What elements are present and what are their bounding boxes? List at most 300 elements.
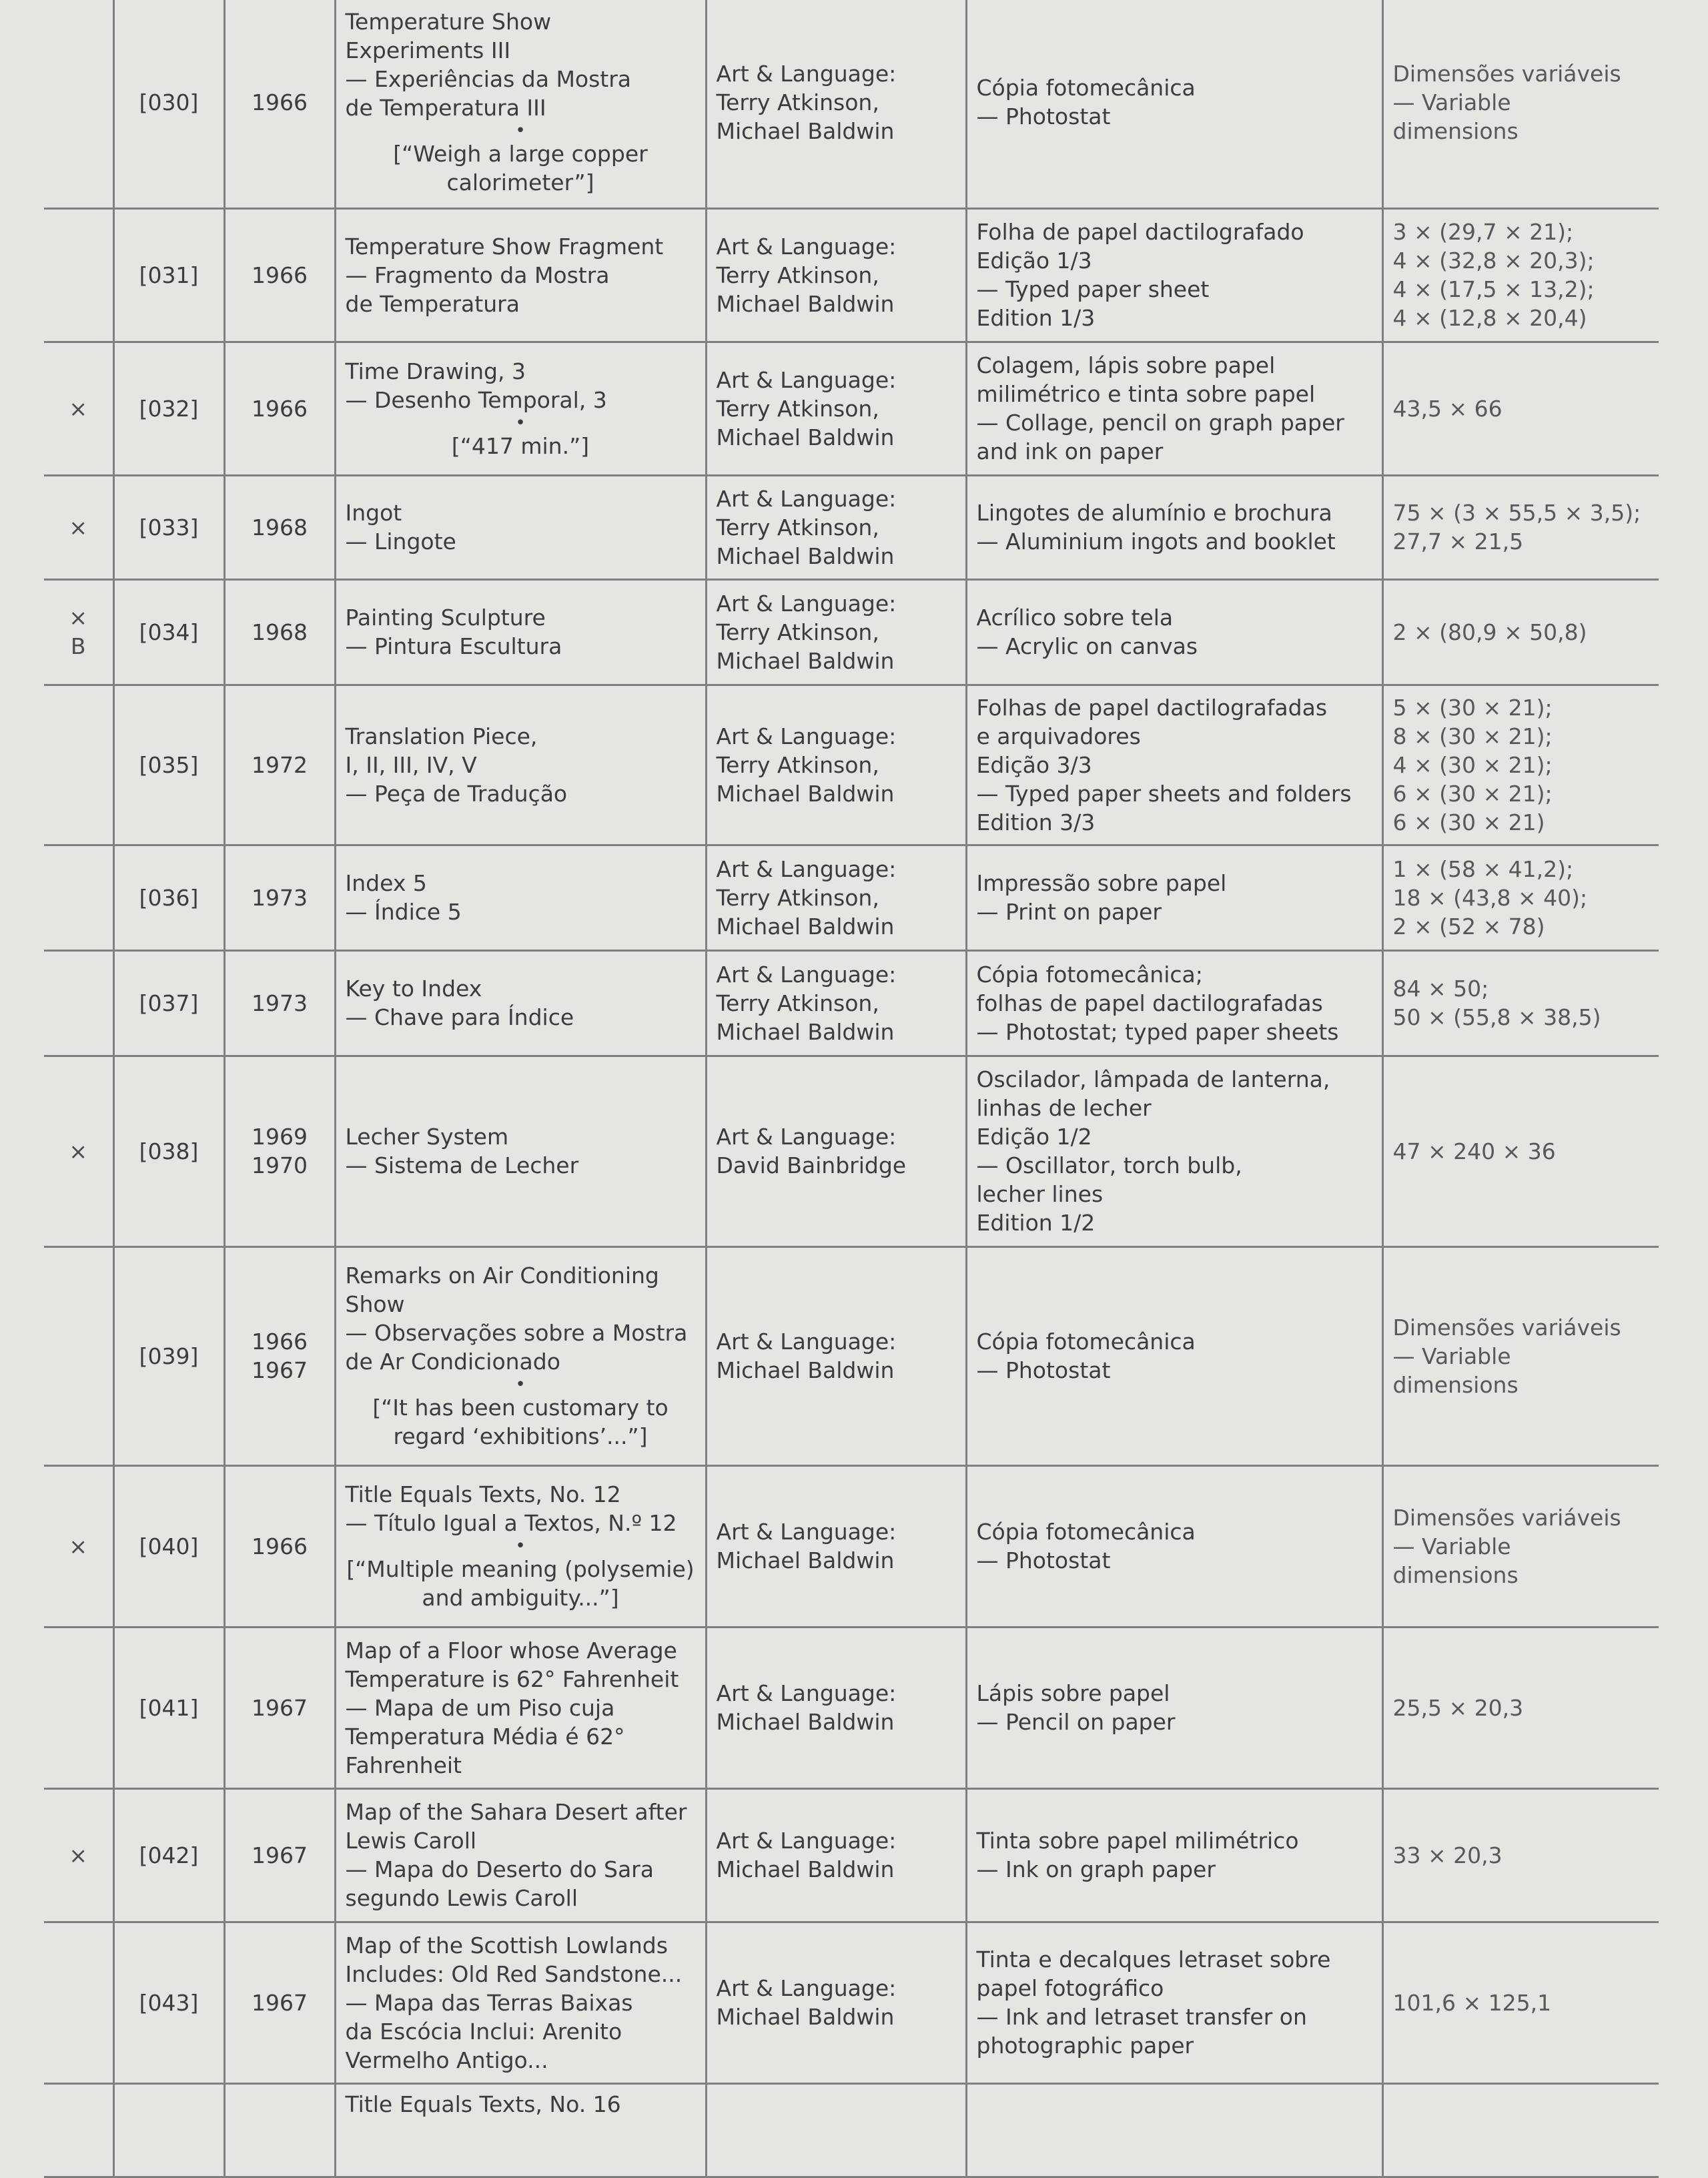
year-cell (224, 1627, 335, 1788)
medium-line: — Acrylic on canvas (976, 633, 1198, 659)
title-line: da Escócia Inclui: Arenito (345, 2018, 622, 2045)
dimensions-line: 4 × (17,5 × 13,2); (1392, 276, 1595, 302)
title-cell (335, 579, 706, 685)
title-line: — Mapa do Deserto do Sara (345, 1856, 654, 1882)
dimensions-line: 4 × (32,8 × 20,3); (1392, 248, 1595, 274)
separator-bullet: • (515, 1375, 526, 1395)
artist-cell (706, 1246, 966, 1465)
medium-line: — Collage, pencil on graph paper (976, 410, 1344, 436)
catalog-number: [042] (139, 1842, 199, 1868)
loan-mark-cell (44, 342, 113, 475)
artist-cell (706, 1627, 966, 1788)
medium-line: folhas de papel dactilografadas (976, 990, 1323, 1016)
year-line: 1970 (252, 1152, 308, 1178)
year-cell (224, 579, 335, 685)
title-cell (335, 0, 706, 208)
medium-line: Tinta sobre papel milimétrico (976, 1828, 1299, 1854)
title-line: — Experiências da Mostra (345, 66, 632, 93)
year-cell (224, 1056, 335, 1246)
artist-cell (706, 475, 966, 579)
title-line: Index 5 (345, 870, 427, 896)
artist-line: Michael Baldwin (716, 1357, 895, 1383)
dimensions-cell (1382, 475, 1659, 579)
artist-cell (706, 1922, 966, 2083)
title-line: — Pintura Escultura (345, 633, 562, 659)
year-cell (224, 208, 335, 342)
title-line: — Sistema de Lecher (345, 1152, 579, 1178)
title-line: Ingot (345, 500, 402, 526)
year-line: 1966 (252, 1533, 308, 1559)
title-line: de Ar Condicionado (345, 1349, 560, 1375)
medium-cell (966, 342, 1382, 475)
artist-line: Michael Baldwin (716, 913, 895, 940)
artist-line: Art & Language: (716, 1975, 897, 2001)
year-line: 1967 (252, 1842, 308, 1868)
quote-line: regard ‘exhibitions’...”] (393, 1423, 648, 1449)
loan-mark-cell (44, 1922, 113, 2083)
loan-mark-cell (44, 1465, 113, 1627)
medium-line: — Photostat; typed paper sheets (976, 1018, 1339, 1045)
year-line: 1972 (252, 751, 308, 778)
medium-line: — Photostat (976, 1357, 1111, 1383)
dimensions-line: 4 × (30 × 21); (1392, 751, 1553, 778)
quote-line: [“417 min.”] (451, 432, 590, 459)
dimensions-cell (1382, 1922, 1659, 2083)
catalog-row (44, 1465, 1659, 1627)
artist-line: Terry Atkinson, (716, 884, 879, 911)
year-cell (224, 1465, 335, 1627)
catalog-number-cell (113, 845, 224, 950)
dimensions-line: 2 × (80,9 × 50,8) (1392, 619, 1587, 645)
title-line: Map of the Sahara Desert after (345, 1799, 687, 1825)
artist-line: Art & Language: (716, 233, 897, 260)
artist-line: David Bainbridge (716, 1152, 907, 1178)
medium-line: Edition 3/3 (976, 809, 1096, 835)
medium-line: and ink on paper (976, 438, 1164, 464)
title-line: Translation Piece, (345, 723, 538, 749)
artist-line: Michael Baldwin (716, 290, 895, 317)
medium-line: Lingotes de alumínio e brochura (976, 500, 1332, 526)
loan-mark-cell (44, 208, 113, 342)
medium-line: Folha de papel dactilografado (976, 219, 1304, 245)
title-line: — Observações sobre a Mostra (345, 1320, 688, 1346)
dimensions-line: 50 × (55,8 × 38,5) (1392, 1004, 1601, 1030)
year-line: 1967 (252, 1989, 308, 2016)
catalog-number-cell (113, 579, 224, 685)
title-cell (335, 1246, 706, 1465)
medium-cell (966, 208, 1382, 342)
title-line: Lewis Caroll (345, 1828, 477, 1854)
title-cell (335, 475, 706, 579)
medium-line: papel fotográfico (976, 1975, 1164, 2001)
catalog-row (44, 0, 1659, 208)
loan-mark-cell (44, 0, 113, 208)
medium-line: — Photostat (976, 1547, 1111, 1573)
artist-line: Michael Baldwin (716, 424, 895, 450)
title-line: — Mapa das Terras Baixas (345, 1989, 633, 2016)
dimensions-line: 25,5 × 20,3 (1392, 1694, 1524, 1721)
medium-line: Edição 1/3 (976, 248, 1092, 274)
loan-mark-cell (44, 1788, 113, 1922)
title-cell (335, 845, 706, 950)
medium-cell (966, 579, 1382, 685)
dimensions-line: 5 × (30 × 21); (1392, 694, 1553, 721)
catalog-row (44, 1246, 1659, 1465)
catalog-row (44, 1788, 1659, 1922)
dimensions-cell (1382, 579, 1659, 685)
title-line: Time Drawing, 3 (345, 358, 526, 384)
dimensions-cell (1382, 1056, 1659, 1246)
dimensions-line: 47 × 240 × 36 (1392, 1138, 1556, 1164)
dimensions-line: — Variable (1392, 1533, 1511, 1559)
artist-cell (706, 1056, 966, 1246)
medium-cell (966, 1627, 1382, 1788)
artist-line: Art & Language: (716, 1828, 897, 1854)
medium-cell (966, 1465, 1382, 1627)
title-line: Temperature Show Fragment (345, 233, 664, 260)
dimensions-line: — Variable (1392, 89, 1511, 115)
dimensions-line: dimensions (1392, 1371, 1519, 1398)
separator-bullet: • (515, 121, 526, 141)
medium-cell (966, 845, 1382, 950)
artist-line: Michael Baldwin (716, 647, 895, 674)
dimensions-cell (1382, 0, 1659, 208)
title-line: — Índice 5 (345, 899, 462, 925)
year-cell (224, 950, 335, 1056)
catalog-number: [038] (139, 1138, 199, 1164)
title-cell (335, 1627, 706, 1788)
title-line: Map of the Scottish Lowlands (345, 1932, 668, 1958)
artist-line: Michael Baldwin (716, 780, 895, 807)
medium-cell (966, 1056, 1382, 1246)
catalog-number-cell (113, 1465, 224, 1627)
medium-line: Cópia fotomecânica; (976, 961, 1203, 988)
artist-cell (706, 208, 966, 342)
catalog-number-cell (113, 950, 224, 1056)
catalog-number: [043] (139, 1989, 199, 2016)
artist-line: Art & Language: (716, 1124, 897, 1150)
catalog-number: [030] (139, 89, 199, 115)
quote-line: [“Multiple meaning (polysemie) (346, 1556, 695, 1582)
dimensions-line: dimensions (1392, 117, 1519, 144)
title-line: Title Equals Texts, No. 12 (345, 1481, 621, 1507)
artist-line: Art & Language: (716, 1329, 897, 1355)
artist-line: Art & Language: (716, 1680, 897, 1706)
title-cell (335, 1922, 706, 2083)
medium-line: Edição 3/3 (976, 751, 1092, 778)
catalog-number-cell (113, 208, 224, 342)
medium-line: — Typed paper sheets and folders (976, 780, 1352, 807)
catalog-number: [035] (139, 751, 199, 778)
artist-cell (706, 579, 966, 685)
loan-mark-cell (44, 1627, 113, 1788)
loan-mark: × (69, 1533, 88, 1559)
medium-line: photographic paper (976, 2033, 1194, 2059)
artist-line: Art & Language: (716, 485, 897, 512)
medium-cell (966, 950, 1382, 1056)
loan-mark: B (70, 633, 86, 659)
title-line: — Peça de Tradução (345, 780, 568, 807)
title-line: Key to Index (345, 976, 482, 1002)
title-line: — Chave para Índice (345, 1004, 574, 1030)
artist-line: Terry Atkinson, (716, 89, 879, 115)
title-line: — Título Igual a Textos, N.º 12 (345, 1510, 677, 1536)
medium-line: — Pencil on paper (976, 1709, 1176, 1735)
quote-line: [“It has been customary to (372, 1395, 669, 1421)
loan-mark: × (69, 514, 88, 540)
year-line: 1973 (252, 990, 308, 1016)
dimensions-line: 33 × 20,3 (1392, 1842, 1503, 1868)
title-cell (335, 2083, 706, 2177)
dimensions-line: Dimensões variáveis (1392, 1314, 1621, 1341)
dimensions-cell (1382, 342, 1659, 475)
dimensions-line: Dimensões variáveis (1392, 1504, 1621, 1531)
catalog-number: [031] (139, 262, 199, 288)
artist-line: Michael Baldwin (716, 1709, 895, 1735)
medium-line: Cópia fotomecânica (976, 1519, 1196, 1545)
dimensions-line: 75 × (3 × 55,5 × 3,5); (1392, 500, 1641, 526)
title-line: — Desenho Temporal, 3 (345, 386, 607, 413)
catalog-row (44, 579, 1659, 685)
year-cell (224, 1922, 335, 2083)
title-line: Experiments III (345, 37, 511, 64)
medium-cell (966, 1922, 1382, 2083)
catalog-row (44, 1056, 1659, 1246)
title-cell (335, 685, 706, 845)
medium-line: — Ink on graph paper (976, 1856, 1216, 1882)
medium-line: — Aluminium ingots and booklet (976, 528, 1336, 555)
title-line: Remarks on Air Conditioning (345, 1262, 659, 1289)
dimensions-cell (1382, 2083, 1659, 2177)
dimensions-cell (1382, 1246, 1659, 1465)
year-line: 1968 (252, 619, 308, 645)
catalog-number-cell (113, 475, 224, 579)
dimensions-cell (1382, 950, 1659, 1056)
dimensions-cell (1382, 1627, 1659, 1788)
catalog-number-cell (113, 1056, 224, 1246)
artist-line: Michael Baldwin (716, 117, 895, 144)
artist-cell (706, 1465, 966, 1627)
catalog-row (44, 475, 1659, 579)
title-line: Title Equals Texts, No. 16 (345, 2091, 621, 2117)
year-cell (224, 475, 335, 579)
dimensions-line: Dimensões variáveis (1392, 60, 1621, 87)
year-cell (224, 685, 335, 845)
loan-mark-cell (44, 1246, 113, 1465)
quote-line: calorimeter”] (446, 169, 594, 196)
artist-cell (706, 1788, 966, 1922)
title-cell (335, 1465, 706, 1627)
catalog-number-cell (113, 1627, 224, 1788)
medium-line: lecher lines (976, 1181, 1104, 1207)
dimensions-line: 6 × (30 × 21) (1392, 809, 1545, 835)
title-line: Vermelho Antigo... (345, 2047, 548, 2073)
medium-line: — Oscillator, torch bulb, (976, 1152, 1242, 1178)
catalog-number: [040] (139, 1533, 199, 1559)
year-line: 1969 (252, 1124, 308, 1150)
catalog-number: [033] (139, 514, 199, 540)
separator-bullet: • (515, 412, 526, 433)
catalog-number: [034] (139, 619, 199, 645)
catalog-row (44, 2083, 1659, 2177)
catalog-number-cell (113, 0, 224, 208)
title-line: Temperatura Média é 62° (345, 1723, 625, 1750)
medium-line: Tinta e decalques letraset sobre (976, 1946, 1331, 1972)
quote-line: [“Weigh a large copper (393, 141, 648, 167)
dimensions-line: 8 × (30 × 21); (1392, 723, 1553, 749)
artist-line: Art & Language: (716, 961, 897, 988)
artist-line: Terry Atkinson, (716, 990, 879, 1016)
title-line: — Mapa de um Piso cuja (345, 1694, 615, 1721)
loan-mark: × (69, 1842, 88, 1868)
dimensions-line: — Variable (1392, 1343, 1511, 1369)
catalog-number: [036] (139, 884, 199, 911)
medium-line: Impressão sobre papel (976, 870, 1227, 896)
loan-mark: × (69, 605, 88, 631)
medium-line: Oscilador, lâmpada de lanterna, (976, 1066, 1330, 1092)
title-line: Temperature Show (345, 9, 552, 35)
artist-line: Terry Atkinson, (716, 619, 879, 645)
artist-cell (706, 950, 966, 1056)
catalog-number-cell (113, 2083, 224, 2177)
loan-mark-cell (44, 475, 113, 579)
medium-line: — Ink and letraset transfer on (976, 2004, 1307, 2030)
artist-line: Terry Atkinson, (716, 395, 879, 422)
medium-line: Lápis sobre papel (976, 1680, 1170, 1706)
dimensions-line: 4 × (12,8 × 20,4) (1392, 305, 1587, 331)
artist-line: Michael Baldwin (716, 1856, 895, 1882)
dimensions-line: 27,7 × 21,5 (1392, 528, 1524, 555)
year-cell (224, 2083, 335, 2177)
catalog-number-cell (113, 685, 224, 845)
year-cell (224, 845, 335, 950)
catalog-row (44, 685, 1659, 845)
title-line: Includes: Old Red Sandstone... (345, 1960, 683, 1987)
title-line: — Fragmento da Mostra (345, 262, 610, 288)
medium-line: milimétrico e tinta sobre papel (976, 381, 1316, 407)
dimensions-line: 6 × (30 × 21); (1392, 780, 1553, 807)
loan-mark: × (69, 395, 88, 422)
dimensions-cell (1382, 208, 1659, 342)
artist-line: Terry Atkinson, (716, 751, 879, 778)
dimensions-line: 1 × (58 × 41,2); (1392, 855, 1574, 882)
catalog-number: [039] (139, 1343, 199, 1369)
artist-line: Art & Language: (716, 60, 897, 87)
title-line: Map of a Floor whose Average (345, 1637, 677, 1664)
catalog-row (44, 1922, 1659, 2083)
catalog-number: [037] (139, 990, 199, 1016)
medium-line: — Print on paper (976, 899, 1162, 925)
year-line: 1966 (252, 89, 308, 115)
catalog-table (44, 0, 1659, 2178)
year-line: 1966 (252, 1329, 308, 1355)
medium-line: Edition 1/3 (976, 305, 1096, 331)
title-line: de Temperatura III (345, 95, 546, 121)
title-line: segundo Lewis Caroll (345, 1885, 578, 1911)
title-cell (335, 950, 706, 1056)
artist-line: Art & Language: (716, 1519, 897, 1545)
loan-mark-cell (44, 1056, 113, 1246)
artist-line: Terry Atkinson, (716, 514, 879, 540)
title-line: Temperature is 62° Fahrenheit (345, 1666, 679, 1692)
artist-cell (706, 685, 966, 845)
artist-cell (706, 2083, 966, 2177)
catalog-row (44, 342, 1659, 475)
medium-line: Folhas de papel dactilografadas (976, 694, 1328, 721)
year-cell (224, 1788, 335, 1922)
dimensions-line: 43,5 × 66 (1392, 395, 1503, 422)
dimensions-line: 18 × (43,8 × 40); (1392, 884, 1588, 911)
medium-line: linhas de lecher (976, 1095, 1152, 1121)
loan-mark-cell (44, 950, 113, 1056)
medium-line: e arquivadores (976, 723, 1141, 749)
loan-mark-cell (44, 845, 113, 950)
medium-cell (966, 1788, 1382, 1922)
artist-line: Michael Baldwin (716, 1547, 895, 1573)
artist-line: Michael Baldwin (716, 542, 895, 569)
catalog-number-cell (113, 1788, 224, 1922)
year-line: 1967 (252, 1357, 308, 1383)
catalog-number-cell (113, 1246, 224, 1465)
artist-line: Michael Baldwin (716, 1018, 895, 1045)
title-line: — Lingote (345, 528, 456, 555)
dimensions-cell (1382, 845, 1659, 950)
loan-mark-cell (44, 2083, 113, 2177)
artist-cell (706, 845, 966, 950)
year-cell (224, 342, 335, 475)
title-cell (335, 342, 706, 475)
title-cell (335, 1056, 706, 1246)
medium-line: Acrílico sobre tela (976, 605, 1174, 631)
catalog-number-cell (113, 342, 224, 475)
dimensions-cell (1382, 1788, 1659, 1922)
artist-line: Michael Baldwin (716, 2004, 895, 2030)
artist-cell (706, 0, 966, 208)
separator-bullet: • (515, 1536, 526, 1556)
medium-line: Cópia fotomecânica (976, 75, 1196, 101)
catalog-number: [032] (139, 395, 199, 422)
catalog-number-cell (113, 1922, 224, 2083)
title-line: Painting Sculpture (345, 605, 546, 631)
title-line: Lecher System (345, 1124, 509, 1150)
medium-cell (966, 475, 1382, 579)
dimensions-line: 2 × (52 × 78) (1392, 913, 1545, 940)
title-cell (335, 208, 706, 342)
dimensions-cell (1382, 1465, 1659, 1627)
year-cell (224, 0, 335, 208)
year-line: 1966 (252, 262, 308, 288)
catalog-row (44, 845, 1659, 950)
medium-line: Edition 1/2 (976, 1210, 1096, 1236)
title-line: de Temperatura (345, 290, 520, 317)
medium-line: Edição 1/2 (976, 1124, 1092, 1150)
dimensions-line: 101,6 × 125,1 (1392, 1989, 1552, 2016)
loan-mark-cell (44, 579, 113, 685)
medium-line: Colagem, lápis sobre papel (976, 352, 1276, 378)
artist-line: Art & Language: (716, 590, 897, 617)
medium-line: Cópia fotomecânica (976, 1329, 1196, 1355)
catalog-row (44, 950, 1659, 1056)
title-line: Fahrenheit (345, 1752, 462, 1778)
medium-cell (966, 0, 1382, 208)
medium-line: — Typed paper sheet (976, 276, 1210, 302)
year-line: 1966 (252, 395, 308, 422)
catalog-row (44, 1627, 1659, 1788)
dimensions-cell (1382, 685, 1659, 845)
catalog-number: [041] (139, 1694, 199, 1721)
loan-mark: × (69, 1138, 88, 1164)
artist-line: Terry Atkinson, (716, 262, 879, 288)
